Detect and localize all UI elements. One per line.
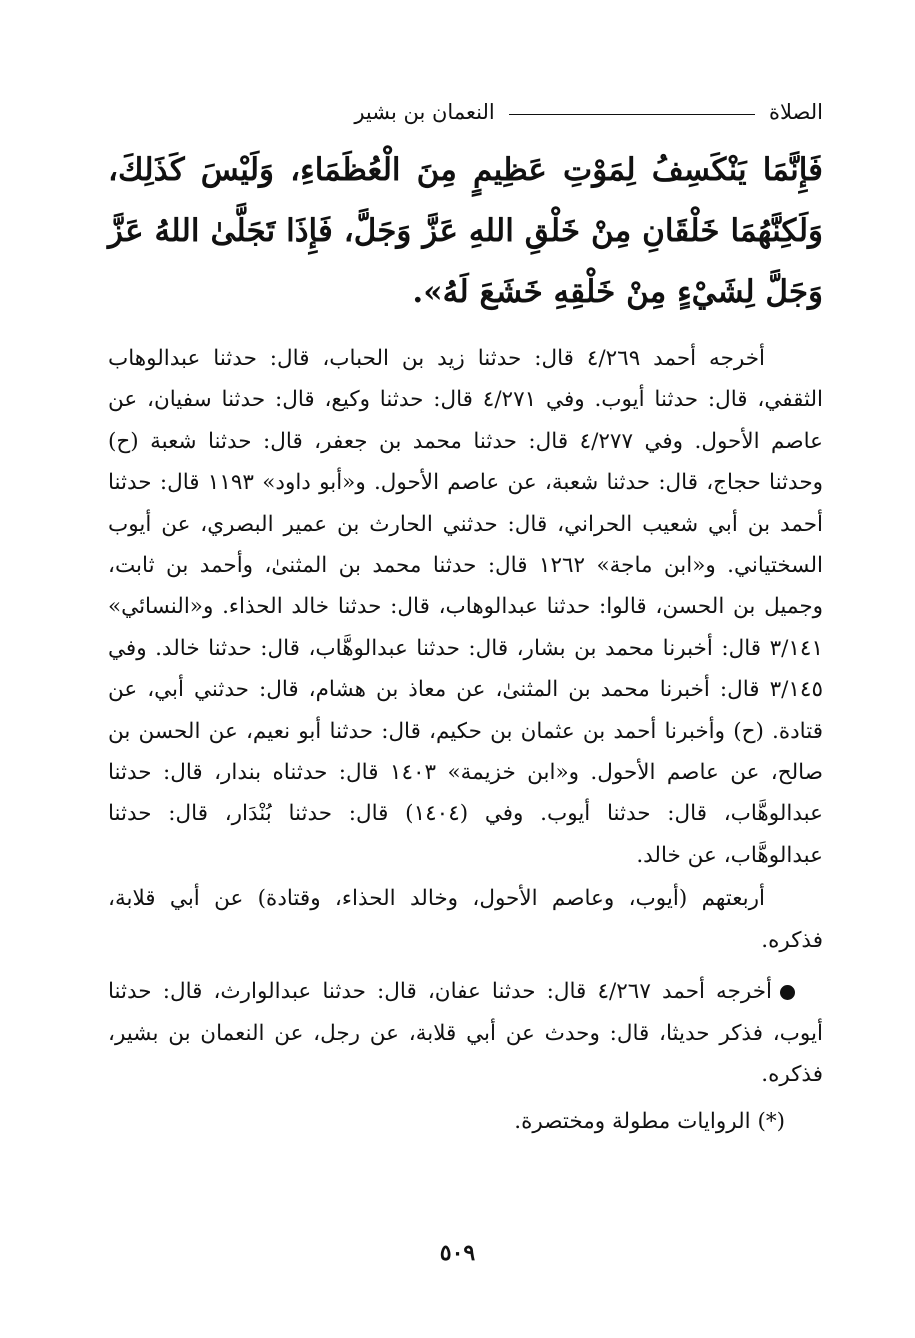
bullet-icon: [780, 985, 795, 1000]
chapter-title: الصلاة: [769, 100, 823, 124]
takhrij-paragraph: أخرجه أحمد ٤/٢٦٩ قال: حدثنا زيد بن الحباب، قال: حدثنا عبدالوهاب الثقفي، قال: حدثنا أيوب. وفي ٤/٢٧١ قال: حدثنا وكيع، قال: حدثنا سفيان، عن عاصم الأحول. وفي ٤/٢٧٧ قال: حدثنا محمد بن جعفر، قال: حدثنا شعبة (ح) وحدثنا حجاج، قال: حدثنا شعبة، عن عاصم الأحول. و«أبو داود» ١١٩٣ قال: حدثنا أحمد بن أبي شعيب الحراني، قال: حدثني الحارث بن عمير البصري، عن أيوب السختياني. و«ابن ماجة» ١٢٦٢ قال: حدثنا محمد بن المثنىٰ، وأحمد بن ثابت، وجميل بن الحسن، قالوا: حدثنا عبدالوهاب، قال: حدثنا خالد الحذاء. و«النسائي» ٣/١٤١ قال: أخبرنا محمد بن بشار، قال: حدثنا عبدالوهَّاب، قال: حدثنا خالد. وفي ٣/١٤٥ قال: أخبرنا محمد بن المثنىٰ، عن معاذ بن هشام، قال: حدثني أبي، عن قتادة. (ح) وأخبرنا أحمد بن عثمان بن حكيم، قال: حدثنا أبو نعيم، عن الحسن بن صالح، عن عاصم الأحول. و«ابن خزيمة» ١٤٠٣ قال: حدثناه بندار، قال: حدثنا عبدالوهَّاب، قال: حدثنا أيوب. وفي (١٤٠٤) قال: حدثنا بُنْدَار، قال: حدثنا عبدالوهَّاب، عن خالد.: [108, 346, 824, 868]
header-rule: [509, 114, 755, 115]
takhrij-section: [108, 338, 823, 1143]
running-header: [108, 92, 823, 124]
footnote: (*) الروايات مطولة ومختصرة.: [514, 1109, 785, 1135]
page-number: ٥٠٩: [439, 1240, 476, 1266]
second-source-paragraph: [108, 971, 823, 1095]
narrator-title: النعمان بن بشير: [354, 100, 495, 124]
second-source-text: أخرجه أحمد ٤/٢٦٧ قال: حدثنا عفان، قال: حدثنا عبدالوارث، قال: حدثنا أيوب، فذكر حديثا، قال: وحدث عن أبي قلابة، عن رجل، عن النعمان بن بشير، فذكره.: [108, 979, 823, 1087]
hadith-text: فَإِنَّمَا يَنْكَسِفُ لِمَوْتِ عَظِيمٍ مِنَ الْعُظَمَاءِ، وَلَيْسَ كَذَلِكَ، وَلَكِنَّهُمَا خَلْقَانِ مِنْ خَلْقِ اللهِ عَزَّ وَجَلَّ، فَإِذَا تَجَلَّىٰ اللهُ عَزَّ وَجَلَّ لِشَيْءٍ مِنْ خَلْقِهِ خَشَعَ لَهُ».: [108, 152, 823, 310]
conclusion-paragraph: أربعتهم (أيوب، وعاصم الأحول، وخالد الحذاء، وقتادة) عن أبي قلابة، فذكره.: [108, 886, 823, 953]
